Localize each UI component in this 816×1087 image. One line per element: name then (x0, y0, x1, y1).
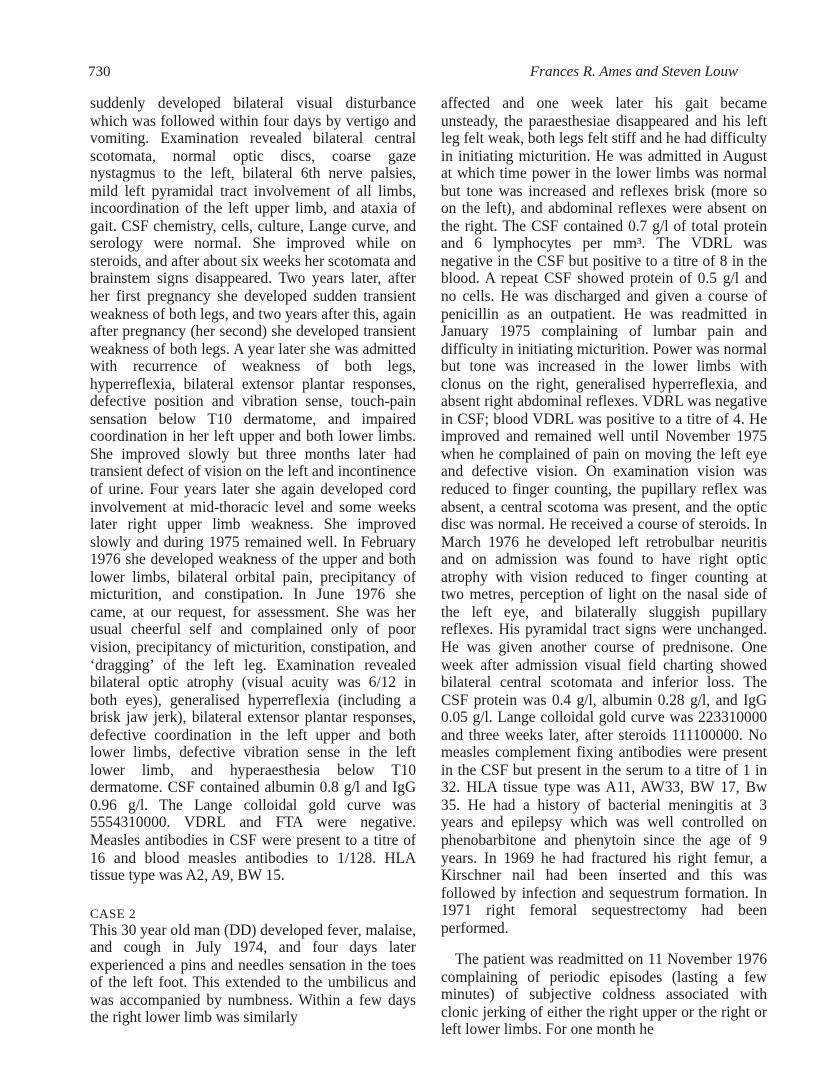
case2-opening-paragraph: This 30 year old man (DD) developed fever, malaise, and cough in July 1974, and four days later experienced a pins and needles sensation in the toes of the left foot. This extended to the umbilicus and was accompanied by numbness. Within a few days the right lower limb was similarly (90, 921, 416, 1027)
case1-continuation-paragraph: suddenly developed bilateral visual disturbance which was followed within four days by vertigo and vomiting. Examination revealed bilateral central scotomata, normal optic discs, coarse gaze nystagmus to the left, bilateral 6th nerve palsies, mild left pyramidal tract involvement of all limbs, incoordination of the left upper limb, and ataxia of gait. CSF chemistry, cells, culture, Lange curve, and serology were normal. She improved while on steroids, and after about six weeks her scotomata and brainstem signs disappeared. Two years later, after her first pregnancy she developed sudden transient weakness of both legs, and two years after this, again after pregnancy (her second) she developed transient weakness of both legs. A year later she was admitted with recurrence of weakness of both legs, hyperreflexia, bilateral extensor plantar responses, defective position and vibration sense, touch-pain sensation below T10 dermatome, and impaired coordination in her left upper and both lower limbs. She improved slowly but three months later had transient defect of vision on the left and incontinence of urine. Four years later she again developed cord involvement at mid-thoracic level and some weeks later right upper limb weakness. She improved slowly and during 1975 remained well. In February 1976 she developed weakness of the upper and both lower limbs, bilateral orbital pain, precipitancy of micturition, and constipation. In June 1976 she came, at our request, for assessment. She was her usual cheerful self and complained only of poor vision, precipitancy of micturition, constipation, and ‘dragging’ of the left leg. Examination revealed bilateral optic atrophy (visual acuity was 6/12 in both eyes), generalised hyperreflexia (including a brisk jaw jerk), bilateral extensor plantar responses, defective coordination in the left upper and both lower limbs, defective vibration sense in the left lower limb, and hyperaesthesia below T10 dermatome. CSF contained albumin 0.8 g/l and IgG 0.96 g/l. The Lange colloidal gold curve was 5554310000. VDRL and FTA were negative. Measles antibodies in CSF were present to a titre of 16 and blood measles antibodies to 1/128. HLA tissue type was A2, A9, BW 15. (90, 95, 416, 885)
running-head-authors: Frances R. Ames and Steven Louw (529, 64, 738, 80)
page-number: 730 (88, 64, 111, 80)
running-header (88, 64, 738, 81)
case2-heading: CASE 2 (90, 905, 136, 921)
readmission-paragraph: The patient was readmitted on 11 November 1976 complaining of periodic episodes (lasting a few minutes) of subjective coldness associated with clonic jerking of either the right upper or the right or left lower limbs. For one month he (441, 951, 767, 1039)
left-column (90, 95, 416, 1027)
right-column (441, 95, 767, 1039)
case2-continuation-paragraph: affected and one week later his gait became unsteady, the paraesthesiae disappeared and his left leg felt weak, both legs felt stiff and he had difficulty in initiating micturition. He was admitted in August at which time power in the lower limbs was normal but tone was increased and reflexes brisk (more so on the left), and abdominal reflexes were absent on the right. The CSF contained 0.7 g/l of total protein and 6 lymphocytes per mm³. The VDRL was negative in the CSF but positive to a titre of 8 in the blood. A repeat CSF showed protein of 0.5 g/l and no cells. He was discharged and given a course of penicillin as an outpatient. He was readmitted in January 1975 complaining of lumbar pain and difficulty in initiating micturition. Power was normal but tone was increased in the lower limbs with clonus on the right, generalised hyperreflexia, and absent right abdominal reflexes. VDRL was negative in CSF; blood VDRL was positive to a titre of 4. He improved and remained well until November 1975 when he complained of pain on moving the left eye and defective vision. On examination vision was reduced to finger counting, the pupillary reflex was absent, a central scotoma was present, and the optic disc was normal. He received a course of steroids. In March 1976 he developed left retrobulbar neuritis and on admission was found to have right optic atrophy with vision reduced to finger counting at two metres, perception of light on the nasal side of the left eye, and bilaterally sluggish pupillary reflexes. His pyramidal tract signs were unchanged. He was given another course of prednisone. One week after admission visual field charting showed bilateral central scotomata and inferior loss. The CSF protein was 0.4 g/l, albumin 0.28 g/l, and IgG 0.05 g/l. Lange colloidal gold curve was 223310000 and three weeks later, after steroids 111100000. No measles complement fixing antibodies were present in the CSF but present in the serum to a titre of 1 in 32. HLA tissue type was A11, AW33, BW 17, Bw 35. He had a history of bacterial meningitis at 3 years and epilepsy which was well controlled on phenobarbitone and phenytoin since the age of 9 years. In 1969 he had fractured his right femur, a Kirschner nail had been inserted and this was followed by infection and sequestrum formation. In 1971 right femoral sequestrectomy had been performed. (441, 95, 767, 937)
